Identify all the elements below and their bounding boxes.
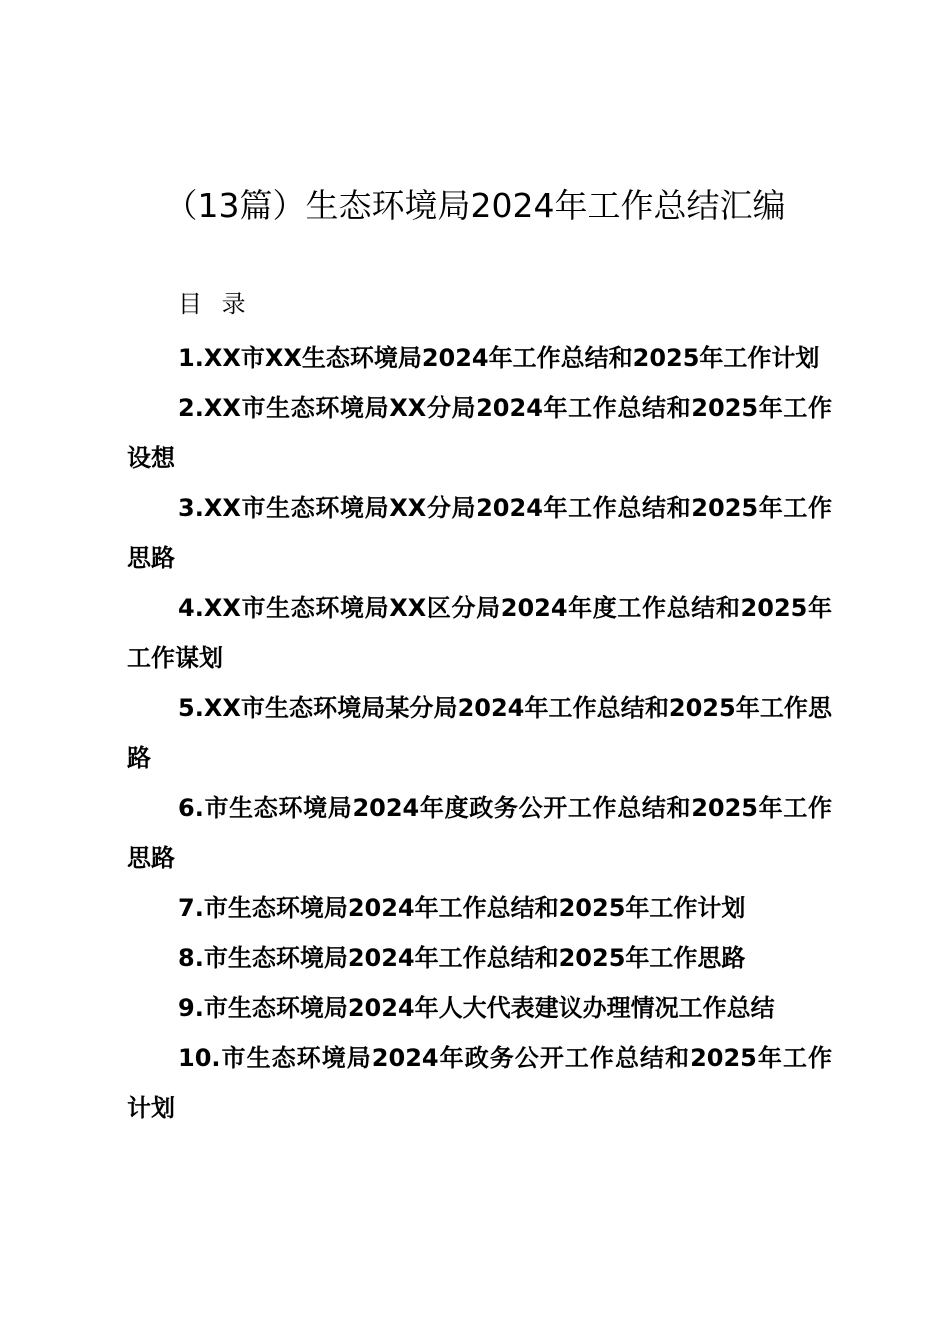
toc-list xyxy=(127,333,832,1133)
toc-item-3[interactable]: 3.XX市生态环境局XX分局2024年工作总结和2025年工作思路 xyxy=(127,494,832,572)
toc-item-7[interactable]: 7.市生态环境局2024年工作总结和2025年工作计划 xyxy=(178,894,746,922)
toc-item-4[interactable]: 4.XX市生态环境局XX区分局2024年度工作总结和2025年工作谋划 xyxy=(127,594,832,672)
toc-item-10[interactable]: 10.市生态环境局2024年政务公开工作总结和2025年工作计划 xyxy=(127,1044,832,1122)
toc-item-8[interactable]: 8.市生态环境局2024年工作总结和2025年工作思路 xyxy=(178,944,746,972)
toc-item-9[interactable]: 9.市生态环境局2024年人大代表建议办理情况工作总结 xyxy=(178,994,775,1022)
toc-item-1[interactable]: 1.XX市XX生态环境局2024年工作总结和2025年工作计划 xyxy=(178,344,820,372)
toc-item-2[interactable]: 2.XX市生态环境局XX分局2024年工作总结和2025年工作设想 xyxy=(127,394,832,472)
document-title: （13篇）生态环境局2024年工作总结汇编 xyxy=(164,186,786,225)
toc-item-5[interactable]: 5.XX市生态环境局某分局2024年工作总结和2025年工作思路 xyxy=(127,694,832,772)
toc-item-6[interactable]: 6.市生态环境局2024年度政务公开工作总结和2025年工作思路 xyxy=(127,794,832,872)
toc-heading: 目 录 xyxy=(178,290,252,318)
